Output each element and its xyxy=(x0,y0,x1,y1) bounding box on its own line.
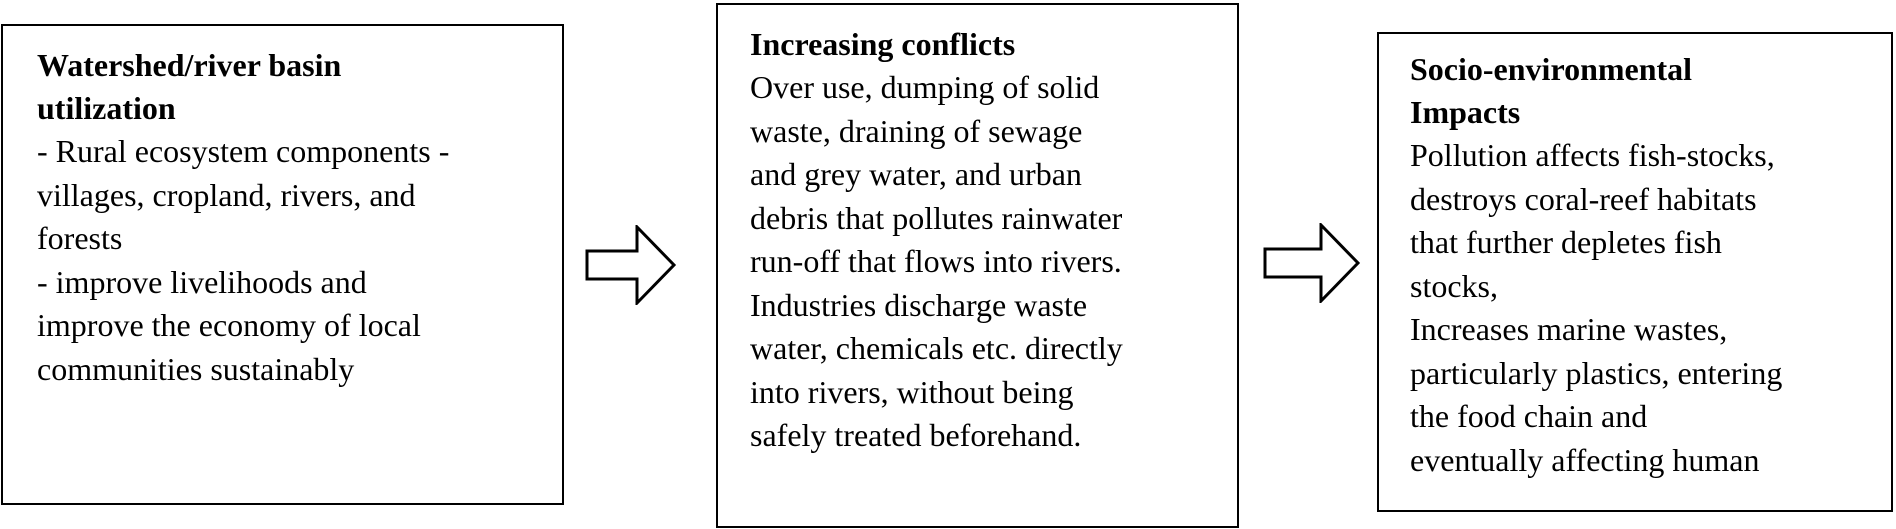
right-arrow-icon xyxy=(585,225,677,305)
box-text-line: stocks, xyxy=(1410,267,1498,304)
increasing-conflicts-box xyxy=(716,3,1239,528)
box-text-line: waste, draining of sewage xyxy=(750,112,1083,149)
box-text-line: - Rural ecosystem components - xyxy=(37,133,450,169)
box-title-line: Increasing conflicts xyxy=(750,26,1016,62)
box-text-line: communities sustainably xyxy=(37,350,355,387)
socio-environmental-impacts-box xyxy=(1377,32,1893,512)
box-text-line: safely treated beforehand. xyxy=(750,417,1082,453)
box-text-line: - improve livelihoods and xyxy=(37,263,367,300)
box-text-line: Industries discharge waste xyxy=(750,286,1088,323)
box-text-line: Pollution affects fish-stocks, xyxy=(1410,137,1775,173)
box-text-line: run-off that flows into rivers. xyxy=(750,243,1122,279)
box-title-line: Impacts xyxy=(1410,94,1521,130)
right-arrow-icon xyxy=(1263,223,1361,303)
box-text-line: and grey water, and urban xyxy=(750,156,1082,192)
box-text-line: water, chemicals etc. directly xyxy=(750,330,1123,366)
box-text-line: destroys coral-reef habitats xyxy=(1410,180,1757,217)
box-text-line: that further depletes fish xyxy=(1410,224,1722,260)
box-text-line: Over use, dumping of solid xyxy=(750,69,1100,105)
box-text-line: into rivers, without being xyxy=(750,373,1074,410)
box-text-line: eventually affecting human xyxy=(1410,441,1760,478)
box-text-line: debris that pollutes rainwater xyxy=(750,199,1123,236)
box-title-line: Watershed/river basin xyxy=(37,47,342,83)
watershed-utilization-box xyxy=(1,24,564,505)
box-text-line: the food chain and xyxy=(1410,398,1648,434)
box-title-line: Socio-environmental xyxy=(1410,51,1693,87)
box-text-line: forests xyxy=(37,220,123,256)
box-text-line: improve the economy of local xyxy=(37,307,421,343)
box-text-line: particularly plastics, entering xyxy=(1410,354,1783,391)
box-title-line: utilization xyxy=(37,90,176,126)
box-text-line: villages, cropland, rivers, and xyxy=(37,176,416,213)
box-text-line: Increases marine wastes, xyxy=(1410,311,1728,347)
